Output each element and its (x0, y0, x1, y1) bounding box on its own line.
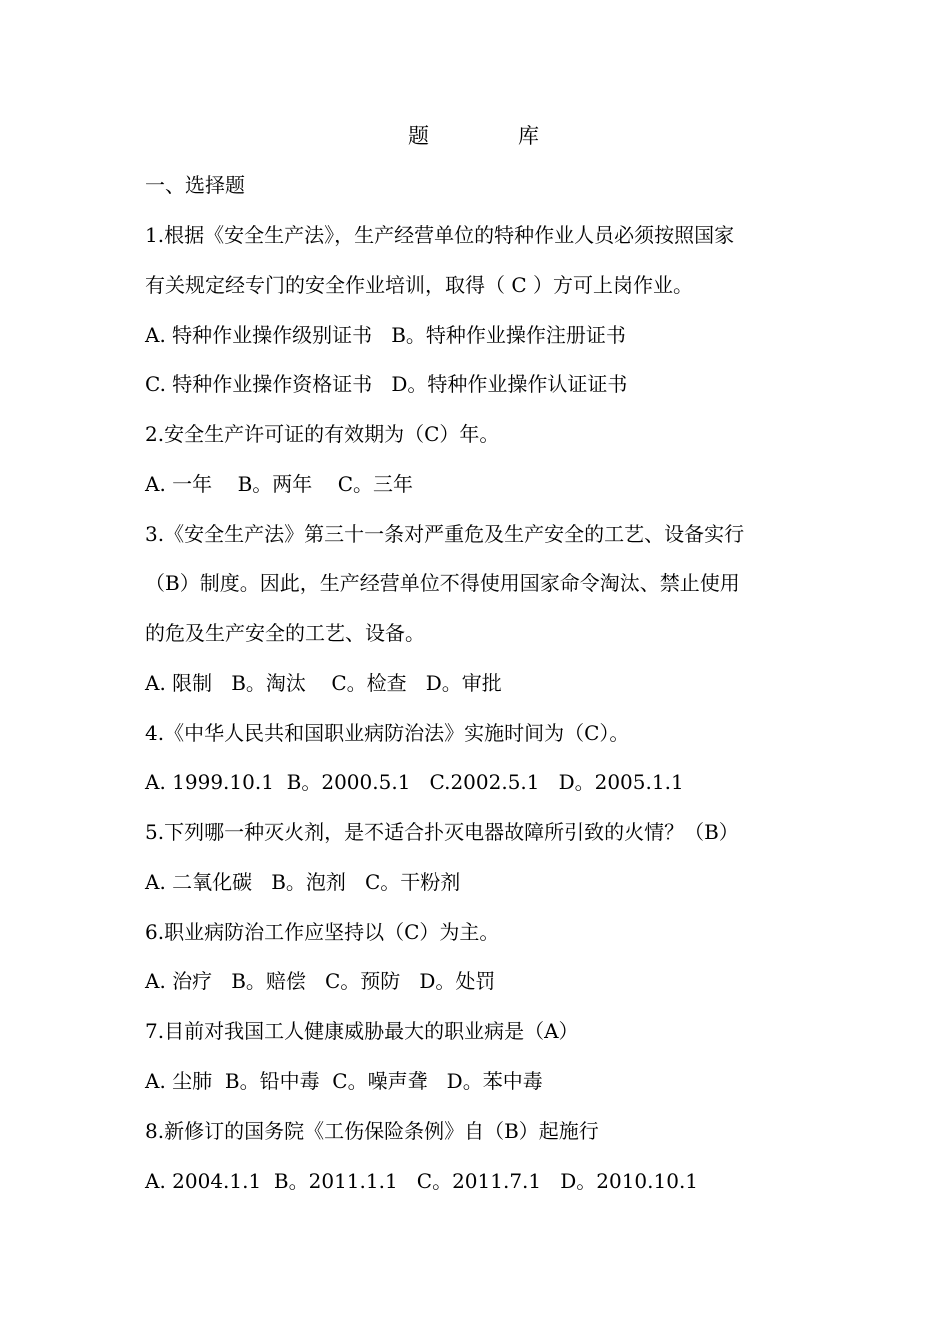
question-3-line-1: 3.《安全生产法》第三十一条对严重危及生产安全的工艺、设备实行 (145, 522, 745, 546)
question-7-options: A. 尘肺 B。铅中毒 C。噪声聋 D。苯中毒 (145, 1069, 543, 1093)
question-7-text: 7.目前对我国工人健康威胁最大的职业病是（A） (145, 1019, 579, 1043)
question-6-text: 6.职业病防治工作应坚持以（C）为主。 (145, 920, 500, 944)
question-3-options: A. 限制 B。淘汰 C。检查 D。审批 (145, 671, 502, 695)
page-title (0, 119, 950, 153)
title-char-right: 库 (518, 124, 539, 148)
question-2-text: 2.安全生产许可证的有效期为（C）年。 (145, 422, 500, 446)
question-2-options: A. 一年 B。两年 C。三年 (145, 472, 414, 496)
question-6-options: A. 治疗 B。赔偿 C。预防 D。处罚 (145, 969, 496, 993)
question-5-text: 5.下列哪一种灭火剂，是不适合扑灭电器故障所引致的火情？（B） (145, 820, 739, 844)
question-4-options: A. 1999.10.1 B。2000.5.1 C.2002.5.1 D。2005.1.1 (145, 770, 684, 794)
section-heading: 一、选择题 (145, 173, 245, 197)
question-4-text: 4.《中华人民共和国职业病防治法》实施时间为（C）。 (145, 721, 630, 745)
question-1-line-1: 1.根据《安全生产法》，生产经营单位的特种作业人员必须按照国家 (145, 223, 735, 247)
question-1-options-ab: A. 特种作业操作级别证书 B。特种作业操作注册证书 (145, 323, 626, 347)
question-8-text: 8.新修订的国务院《工伤保险条例》自（B）起施行 (145, 1119, 599, 1143)
question-3-line-2: （B）制度。因此，生产经营单位不得使用国家命令淘汰、禁止使用 (145, 571, 740, 595)
question-3-line-3: 的危及生产安全的工艺、设备。 (145, 621, 425, 645)
question-1-options-cd: C. 特种作业操作资格证书 D。特种作业操作认证证书 (145, 372, 628, 396)
question-8-options: A. 2004.1.1 B。2011.1.1 C。2011.7.1 D。2010.10.1 (145, 1169, 699, 1193)
question-5-options: A. 二氧化碳 B。泡剂 C。干粉剂 (145, 870, 461, 894)
title-char-left: 题 (408, 124, 429, 148)
question-1-line-2: 有关规定经专门的安全作业培训，取得（ C ）方可上岗作业。 (145, 273, 694, 297)
